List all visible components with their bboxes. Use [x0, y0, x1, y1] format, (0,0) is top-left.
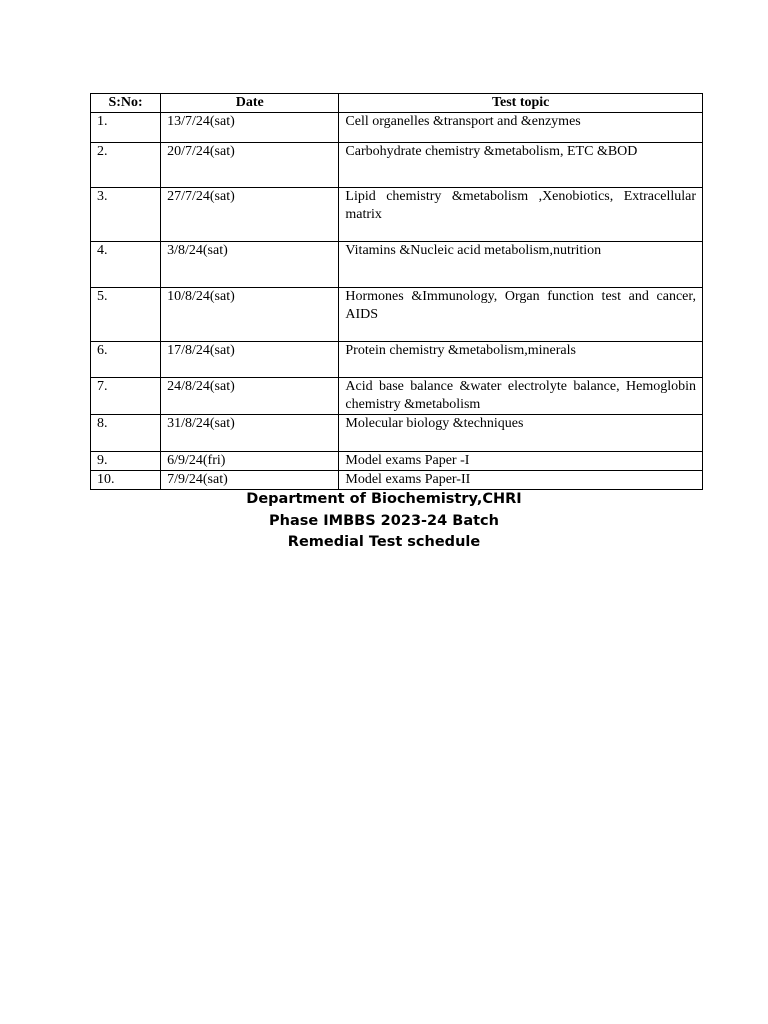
row-sno: 4.: [91, 242, 161, 288]
row-date: 17/8/24(sat): [161, 342, 339, 378]
row-date: 6/9/24(fri): [161, 452, 339, 471]
table-row: [91, 143, 703, 188]
row-sno: 10.: [91, 471, 161, 490]
row-date: 27/7/24(sat): [161, 188, 339, 242]
row-topic: Model exams Paper-II: [339, 471, 703, 490]
row-sno: 9.: [91, 452, 161, 471]
row-topic: Cell organelles &transport and &enzymes: [339, 113, 703, 143]
row-sno: 7.: [91, 378, 161, 415]
row-topic: Protein chemistry &metabolism,minerals: [339, 342, 703, 378]
row-sno: 5.: [91, 288, 161, 342]
table-row: [91, 415, 703, 452]
table-row: [91, 113, 703, 143]
batch-title: Phase IMBBS 2023-24 Batch: [269, 512, 499, 529]
header-sno: S:No:: [91, 94, 161, 113]
table-row: [91, 452, 703, 471]
table-header-row: [91, 94, 703, 113]
header-topic: Test topic: [339, 94, 703, 113]
row-topic: Acid base balance &water electrolyte balance, Hemoglobin chemistry &metabolism: [339, 378, 703, 415]
row-topic: Molecular biology &techniques: [339, 415, 703, 452]
table-row: [91, 188, 703, 242]
row-date: 3/8/24(sat): [161, 242, 339, 288]
row-topic: Hormones &Immunology, Organ function test and cancer, AIDS: [339, 288, 703, 342]
table-row: [91, 288, 703, 342]
row-sno: 1.: [91, 113, 161, 143]
row-topic: Carbohydrate chemistry &metabolism, ETC &BOD: [339, 143, 703, 188]
test-schedule-table: [90, 93, 703, 490]
row-date: 10/8/24(sat): [161, 288, 339, 342]
department-title: Department of Biochemistry,CHRI: [246, 491, 522, 507]
row-date: 20/7/24(sat): [161, 143, 339, 188]
header-date: Date: [161, 94, 339, 113]
schedule-title: Remedial Test schedule: [287, 534, 481, 550]
row-sno: 8.: [91, 415, 161, 452]
row-date: 31/8/24(sat): [161, 415, 339, 452]
row-sno: 2.: [91, 143, 161, 188]
table-row: [91, 342, 703, 378]
row-sno: 3.: [91, 188, 161, 242]
row-topic: Lipid chemistry &metabolism ,Xenobiotics, Extracellular matrix: [339, 188, 703, 242]
row-sno: 6.: [91, 342, 161, 378]
row-topic: Model exams Paper -I: [339, 452, 703, 471]
table-row: [91, 471, 703, 490]
row-date: 7/9/24(sat): [161, 471, 339, 490]
table-row: [91, 378, 703, 415]
document-heading: [0, 489, 768, 554]
row-topic: Vitamins &Nucleic acid metabolism,nutrition: [339, 242, 703, 288]
row-date: 13/7/24(sat): [161, 113, 339, 143]
row-date: 24/8/24(sat): [161, 378, 339, 415]
table-row: [91, 242, 703, 288]
